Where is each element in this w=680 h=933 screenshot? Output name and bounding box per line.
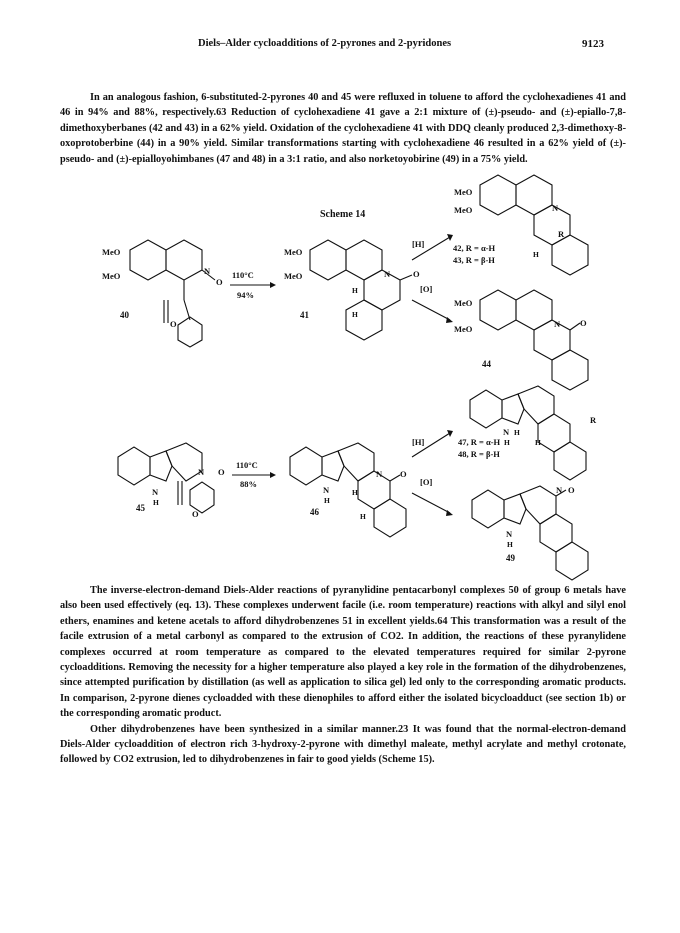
compound-45-structure	[118, 443, 214, 513]
n-label-45b: N	[198, 467, 205, 477]
o-label-44: O	[580, 318, 587, 328]
h-label-42: H	[533, 250, 539, 259]
compound-40-structure	[130, 240, 215, 347]
h-label-47: H	[504, 438, 510, 447]
paragraph-3: Other dihydrobenzenes have been synthesized in a similar manner.23 It was found that the normal-electron-demand Diels-Alder cycloaddition of electron rich 3-hydroxy-2-pyrone with dimethyl maleate, methyl acrylate and methyl crotonate, followed by CO2 extrusion, led to dihydrobenzenes in fair to good yields (Scheme 15).	[60, 723, 626, 766]
condition-yield-1: 94%	[237, 290, 254, 300]
compound-label-48: 48, R = β-H	[458, 449, 500, 459]
compound-44-structure	[480, 290, 588, 390]
meo-label-41a: MeO	[284, 247, 303, 257]
h-label-47b: H	[514, 428, 520, 437]
o-label-41: O	[413, 269, 420, 279]
compound-46-structure	[290, 443, 406, 537]
h-label-41b: H	[352, 310, 358, 319]
compound-number-49: 49	[506, 553, 515, 563]
page-number: 9123	[582, 38, 604, 50]
n-label-46b: N	[376, 469, 383, 479]
compound-label-47: 47, R = α-H	[458, 437, 501, 447]
n-label-47: N	[503, 427, 510, 437]
compound-label-43: 43, R = β-H	[453, 255, 495, 265]
meo-label-42b: MeO	[454, 205, 473, 215]
oxidation-arrow-1	[412, 300, 450, 320]
oxidation-arrow-2	[412, 493, 450, 513]
o-label-46: O	[400, 469, 407, 479]
oxidation-label-2: [O]	[420, 477, 433, 487]
compound-42-43-structure	[480, 175, 588, 275]
compound-49-structure	[472, 486, 588, 580]
n-label-46: N	[323, 485, 330, 495]
compound-number-40: 40	[120, 310, 129, 320]
h-label-47c: H	[535, 438, 541, 447]
n-label-44: N	[554, 319, 561, 329]
body-paragraphs-block	[60, 583, 626, 768]
o-label-45: O	[218, 467, 225, 477]
r-label-42: R	[558, 229, 565, 239]
h-label-46: H	[324, 496, 330, 505]
reduction-label-1: [H]	[412, 239, 425, 249]
n-label-45: N	[152, 487, 159, 497]
r-label-47: R	[590, 415, 597, 425]
h-label-41a: H	[352, 286, 358, 295]
h-label-46b: H	[352, 488, 358, 497]
condition-yield-2: 88%	[240, 479, 257, 489]
paragraph-2: The inverse-electron-demand Diels-Alder reactions of pyranylidine pentacarbonyl complexes 50 of group 6 metals have also been used effectively (eq. 13). These complexes underwent facile (i.e. room temperature) reactions with alkyl and silyl enol ethers, enamines and ketene acetals to afford dihydrobenzenes 51 in excellent yields.64 This transformation was a result of the facile extrusion of a metal carbonyl as compared to the extrusion of CO2. In addition, the reactions of these pyranylidene complexes occurred at room temperature as compared to the elevated temperatures required for similar 2-pyrone cycloadditions. Removing the necessity for a higher temperature also played a key role in the formation of the dihydrobenzenes, since attempted purification by distillation (as well as application to silica gel) led only to the corresponding aromatic products. In comparison, 2-pyrone dienes cycloadded with these dienophiles to afford either the isolated bicycloadduct (see section 1b) or the corresponding aromatic product.	[60, 585, 626, 720]
scheme-14-figure	[90, 187, 650, 575]
oxidation-label-1: [O]	[420, 284, 433, 294]
n-label-41: N	[384, 269, 391, 279]
o-ring-label-40: O	[170, 319, 177, 329]
n-label-40: N	[204, 266, 211, 276]
meo-label-40a: MeO	[102, 247, 121, 257]
n-label-42: N	[552, 203, 559, 213]
compound-number-45: 45	[136, 503, 145, 513]
paragraph-1: In an analogous fashion, 6-substituted-2-pyrones 40 and 45 were refluxed in toluene to afford the cyclohexadienes 41 and 46 in 94% and 88%, respectively.63 Reduction of cyclohexadiene 41 gave a 2:1 mixture of (±)-pseudo- and (±)-epiallo-7,8-dimethoxyberbanes (42 and 43) in a 62% yield. Oxidation of the cyclohexadiene 41 with DDQ cleanly produced 2,3-dimethoxy-8-oxoprotoberbine (44) in a 90% yield. Similar transformations starting with cyclohexadiene 46 resulted in a 62% yield of (±)-pseudo- and (±)-epialloyohimbanes (47 and 48) in a 3:1 ratio, and also norketoyobirine (49) in a 75% yield.	[60, 92, 626, 165]
h-label-46c: H	[360, 512, 366, 521]
meo-label-44b: MeO	[454, 324, 473, 334]
compound-number-46: 46	[310, 507, 319, 517]
intro-paragraph-block	[60, 90, 626, 167]
o-label-40: O	[216, 277, 223, 287]
running-title: Diels–Alder cycloadditions of 2-pyrones and 2-pyridones	[198, 38, 452, 49]
meo-label-40b: MeO	[102, 271, 121, 281]
compound-41-structure	[310, 240, 412, 340]
condition-temp-2: 110°C	[236, 460, 258, 470]
h-label-49: H	[507, 540, 513, 549]
meo-label-41b: MeO	[284, 271, 303, 281]
compound-number-44: 44	[482, 359, 491, 369]
o-label-49: O	[568, 485, 575, 495]
compound-47-48-structure	[470, 386, 586, 480]
meo-label-42a: MeO	[454, 187, 473, 197]
compound-label-42: 42, R = α-H	[453, 243, 496, 253]
meo-label-44a: MeO	[454, 298, 473, 308]
o-ring-label-45: O	[192, 509, 199, 519]
scheme-title: Scheme 14	[320, 209, 366, 220]
n-label-49: N	[506, 529, 513, 539]
condition-temp-1: 110°C	[232, 270, 254, 280]
compound-number-41: 41	[300, 310, 309, 320]
reduction-label-2: [H]	[412, 437, 425, 447]
n-label-49b: N	[556, 485, 563, 495]
h-label-45: H	[153, 498, 159, 507]
